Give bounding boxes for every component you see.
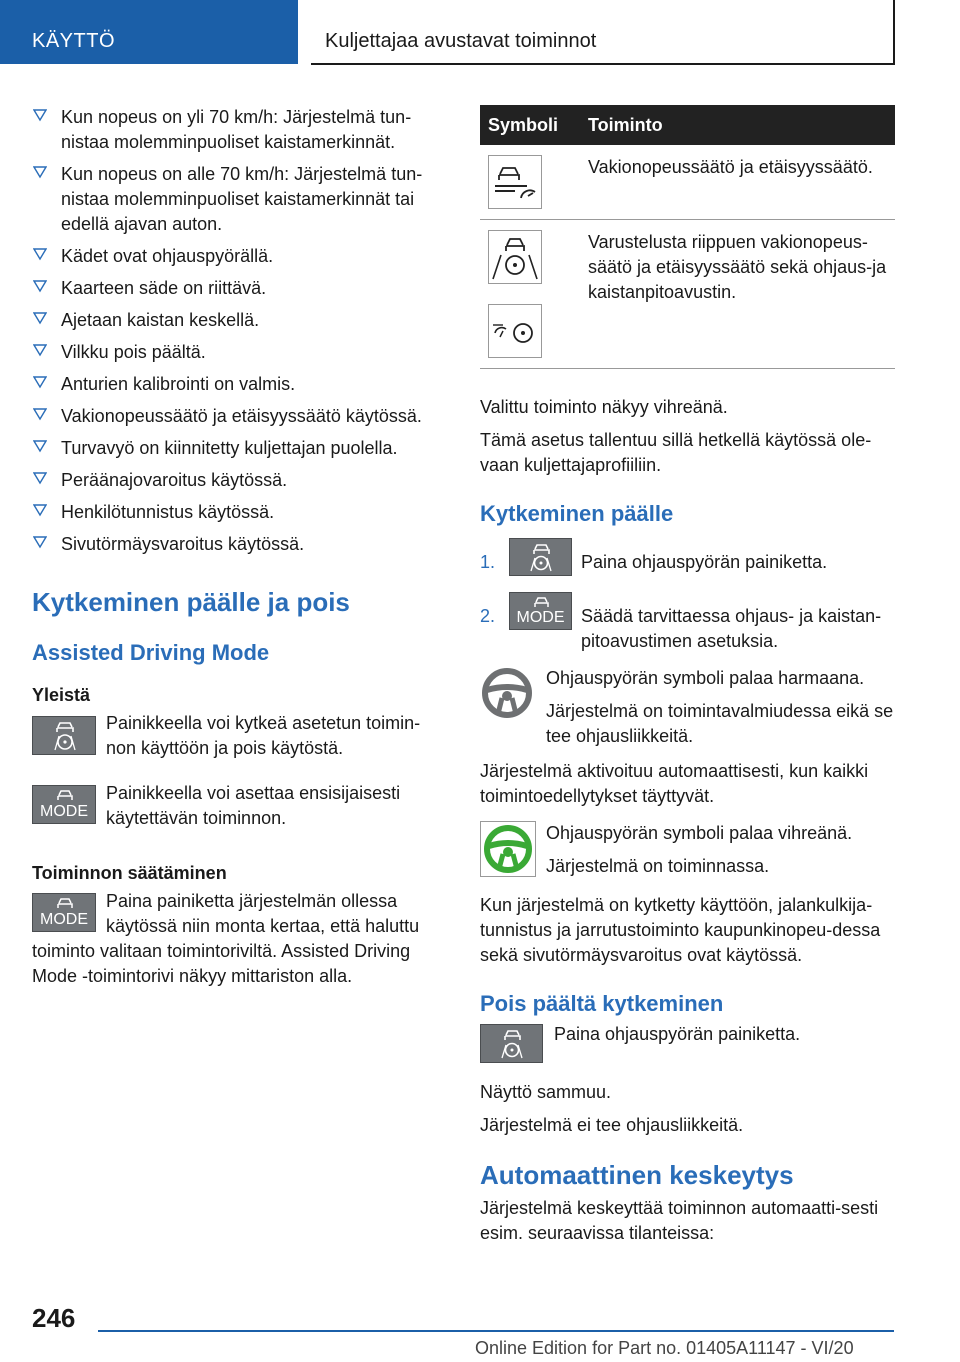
mode-button-icon	[32, 893, 96, 932]
list-item: Ajetaan kaistan keskellä.	[32, 308, 442, 333]
text-selected: Valittu toiminto näkyy vihreänä.	[480, 397, 728, 417]
triangle-bullet-icon	[33, 108, 47, 122]
row1-text: Vakionopeussäätö ja etäisyyssäätö.	[580, 145, 895, 220]
triangle-bullet-icon	[33, 343, 47, 357]
text-display-off: Näyttö sammuu.	[480, 1082, 612, 1102]
heading-switch-on-off: Kytkeminen päälle ja pois	[32, 587, 350, 617]
steering-lane-assist-icon	[488, 230, 542, 284]
triangle-bullet-icon	[33, 247, 47, 261]
list-item: Kädet ovat ohjauspyörällä.	[32, 244, 442, 269]
triangle-bullet-icon	[33, 375, 47, 389]
heading-switch-on: Kytkeminen päälle	[480, 501, 674, 526]
general-text-1: Painikkeella voi kytkeä asetetun toimin-non käyttöön ja pois käytöstä.	[106, 713, 421, 758]
general-row-1	[32, 711, 442, 761]
triangle-bullet-icon	[33, 165, 47, 179]
heading-auto-interrupt: Automaattinen keskeytys	[480, 1160, 794, 1190]
left-column	[32, 105, 442, 989]
edition-note: Online Edition for Part no. 01405A11147 - VI/20	[475, 1338, 854, 1358]
col-header-function: Toiminto	[580, 105, 895, 145]
heading-assisted-driving-mode: Assisted Driving Mode	[32, 640, 270, 665]
triangle-bullet-icon	[33, 311, 47, 325]
text-interrupt: Järjestelmä keskeyttää toiminnon automaatti-sesti esim. seuraavissa tilanteissa:	[480, 1198, 879, 1243]
text-no-steering: Järjestelmä ei tee ohjausliikkeitä.	[480, 1115, 744, 1135]
table-row	[480, 145, 895, 220]
list-item: Henkilötunnistus käytössä.	[32, 500, 442, 525]
steering-wheel-green-icon	[480, 821, 536, 877]
green-state-row	[480, 821, 895, 881]
triangle-bullet-icon	[33, 535, 47, 549]
chapter-title: Kuljettajaa avustavat toiminnot	[325, 30, 597, 52]
general-row-2	[32, 781, 442, 831]
cruise-steering-icon	[488, 304, 542, 358]
steering-wheel-grey-icon	[480, 666, 534, 720]
steering-assist-button-icon	[509, 538, 572, 576]
switch-off-text: Paina ohjauspyörän painiketta.	[554, 1024, 801, 1044]
grey-state-row	[480, 666, 895, 749]
list-item: Vilkku pois päältä.	[32, 340, 442, 365]
steering-assist-button-icon	[32, 716, 96, 755]
heading-switch-off: Pois päältä kytkeminen	[480, 991, 724, 1016]
heading-general: Yleistä	[32, 685, 91, 705]
step-1	[480, 538, 895, 578]
chapter-header	[311, 0, 895, 65]
mode-label: MODE	[40, 803, 88, 820]
grey-text-1: Ohjauspyörän symboli palaa harmaana.	[546, 668, 865, 688]
condition-list	[32, 105, 442, 557]
list-item: Anturien kalibrointi on valmis.	[32, 372, 442, 397]
heading-adjust: Toiminnon säätäminen	[32, 863, 227, 883]
list-item: Kun nopeus on alle 70 km/h: Järjestelmä tun-nistaa molemminpuoliset kaistamerkinnät tai edellä ajavan auton.	[32, 162, 442, 237]
row2-text: Varustelusta riippuen vakionopeus-säätö ja etäisyyssäätö sekä ohjaus-ja kaistanpitoavustin.	[580, 220, 895, 369]
right-column	[480, 105, 895, 1246]
adjust-block	[32, 889, 442, 989]
triangle-bullet-icon	[33, 471, 47, 485]
grey-text-2: Järjestelmä on toimintavalmiudessa eikä se tee ohjausliikkeitä.	[546, 701, 894, 746]
step-2	[480, 592, 895, 656]
page-number: 246	[32, 1303, 76, 1333]
mode-label: MODE	[40, 911, 88, 928]
mode-label: MODE	[516, 609, 565, 626]
list-item: Vakionopeussäätö ja etäisyyssäätö käytössä.	[32, 404, 442, 429]
list-item: Kun nopeus on yli 70 km/h: Järjestelmä tun-nistaa molemminpuoliset kaistamerkinnät.	[32, 105, 442, 155]
table-row	[480, 220, 895, 369]
cruise-distance-icon	[488, 155, 542, 209]
section-title: KÄYTTÖ	[32, 30, 116, 52]
footer-divider	[98, 1330, 894, 1332]
list-item: Sivutörmäysvaroitus käytössä.	[32, 532, 442, 557]
col-header-symbol: Symboli	[480, 105, 580, 145]
triangle-bullet-icon	[33, 503, 47, 517]
triangle-bullet-icon	[33, 407, 47, 421]
mode-button-icon	[509, 592, 572, 630]
triangle-bullet-icon	[33, 279, 47, 293]
green-text-1: Ohjauspyörän symboli palaa vihreänä.	[546, 823, 853, 843]
green-text-2: Järjestelmä on toiminnassa.	[546, 856, 770, 876]
step-1-text: Paina ohjauspyörän painiketta.	[581, 552, 828, 572]
symbol-table	[480, 105, 895, 369]
list-item: Kaarteen säde on riittävä.	[32, 276, 442, 301]
list-item: Peräänajovaroitus käytössä.	[32, 468, 442, 493]
step-1-number: 1.	[480, 552, 496, 572]
step-2-text: Säädä tarvittaessa ohjaus- ja kaistan-pitoavustimen asetuksia.	[581, 606, 882, 651]
text-saved: Tämä asetus tallentuu sillä hetkellä käytössä ole-vaan kuljettajaprofiiliin.	[480, 430, 872, 475]
step-2-number: 2.	[480, 606, 496, 626]
text-auto-activate: Järjestelmä aktivoituu automaattisesti, kun kaikki toimintoedellytykset täyttyvät.	[480, 761, 869, 806]
adjust-text: Paina painiketta järjestelmän ollessa käytössä niin monta kertaa, että haluttu toiminto valitaan toimintoriviltä. Assisted Driving Mode -toimintorivi näkyy mittariston alla.	[32, 891, 420, 986]
triangle-bullet-icon	[33, 439, 47, 453]
switch-off-row	[480, 1022, 895, 1078]
text-enabled-functions: Kun järjestelmä on kytketty käyttöön, jalankulkija-tunnistus ja jarrutustoiminto kaupunkinopeu-dessa sekä sivutörmäysvaroitus ovat käytössä.	[480, 895, 881, 965]
steering-assist-button-icon	[480, 1024, 543, 1063]
list-item: Turvavyö on kiinnitetty kuljettajan puolella.	[32, 436, 442, 461]
section-tab	[0, 0, 298, 64]
mode-button-icon	[32, 785, 96, 824]
general-text-2: Painikkeella voi asettaa ensisijaisesti käytettävän toiminnon.	[106, 783, 401, 828]
